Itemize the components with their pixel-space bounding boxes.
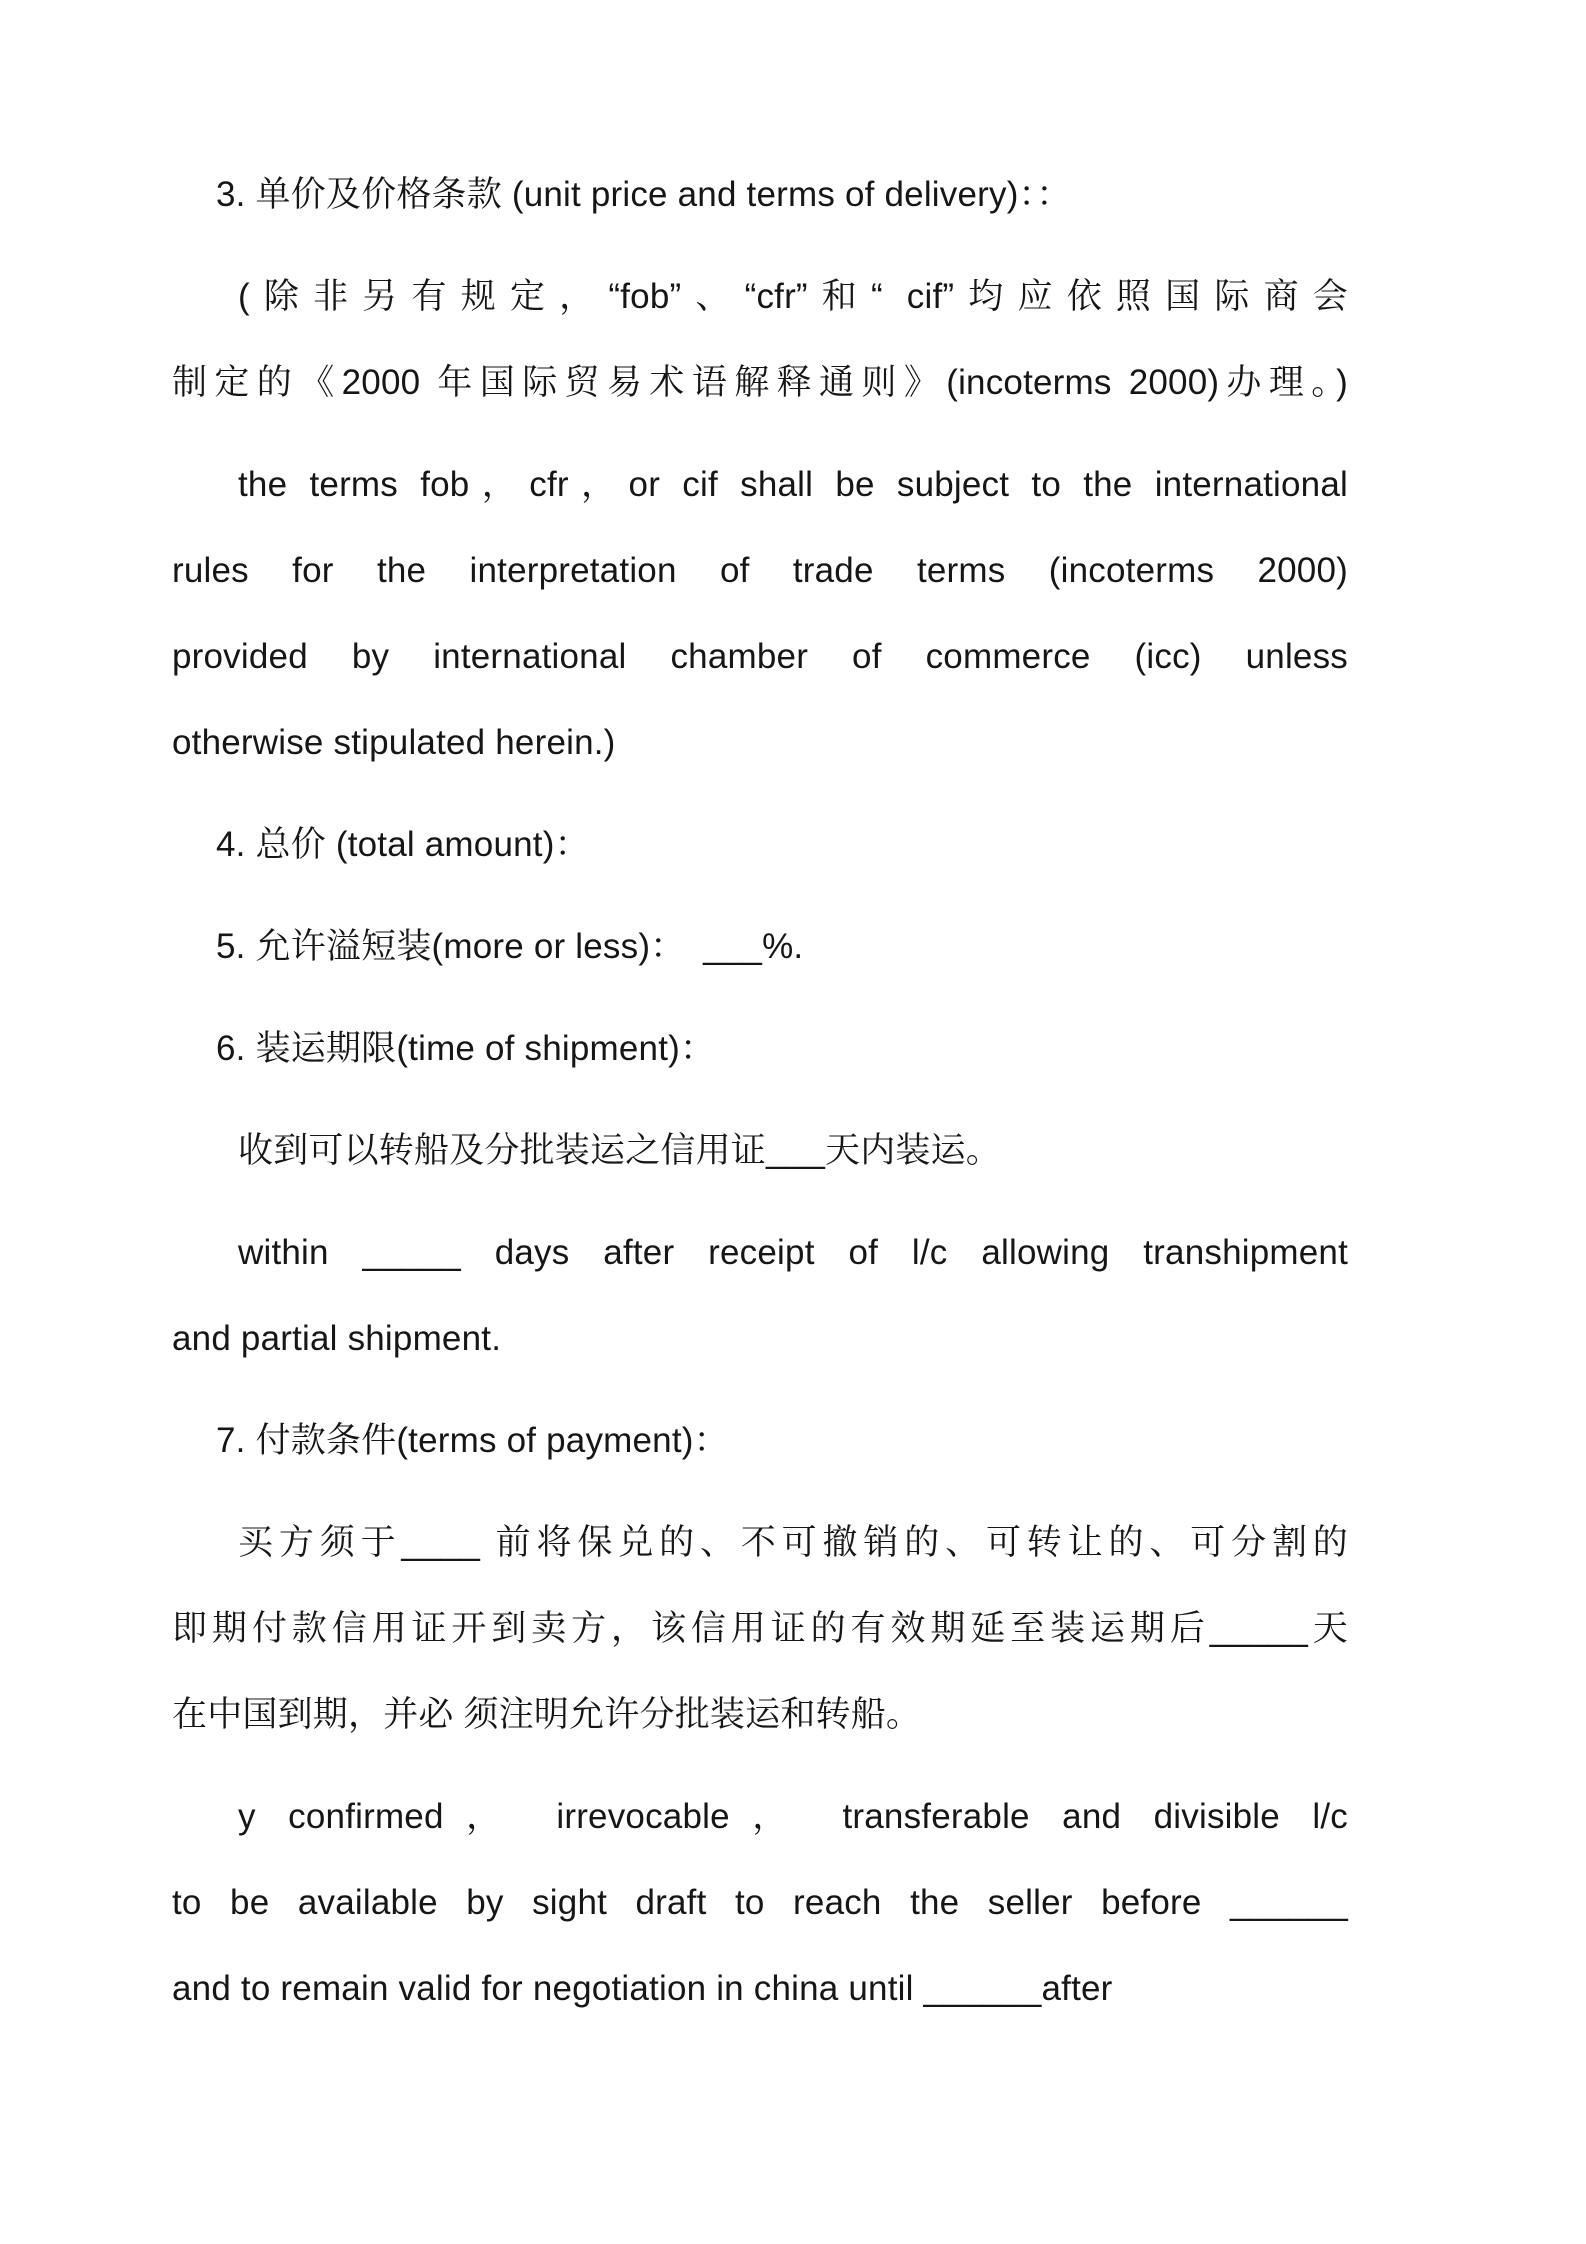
clause-7-text-cn-line-2: 即期付款信用证开到卖方，该信用证的有效期延至装运期后_____天 — [172, 1609, 1348, 1648]
clause-3-text-en-line-4: otherwise stipulated herein.) — [172, 723, 616, 762]
clause-6-text-en-line-2: and partial shipment. — [172, 1319, 502, 1358]
clause-7-text-cn-line-3: 在中国到期，并必 须注明允许分批装运和转船。 — [172, 1695, 922, 1734]
clause-3-text-en — [172, 442, 1348, 786]
clause-3-text-en-line-3: provided by international chamber of commerce (icc) unless — [172, 637, 1348, 676]
clause-3-heading-text: 3. 单价及价格条款 (unit price and terms of delivery)：： — [216, 175, 1072, 214]
clause-4-heading-text: 4. 总价 (total amount)： — [216, 825, 590, 864]
clause-7-text-en-line-1: y confirmed， irrevocable， transferable and divisible l/c — [238, 1797, 1348, 1836]
clause-7-text-cn-line-1: 买方须于____ 前将保兑的、不可撤销的、可转让的、可分割的 — [238, 1523, 1348, 1562]
clause-3-text-en-line-1: the terms fob，cfr，or cif shall be subject to the international — [238, 465, 1348, 504]
clause-7-text-cn — [172, 1500, 1348, 1758]
clause-4-heading — [172, 802, 1348, 888]
clause-3-text-en-line-2: rules for the interpretation of trade terms (incoterms 2000) — [172, 551, 1348, 590]
clause-5-heading-text: 5. 允许溢短装(more or less)： ___%. — [216, 927, 804, 966]
clause-7-text-en-line-3: and to remain valid for negotiation in china until ______after — [172, 1969, 1113, 2008]
clause-6-heading — [172, 1006, 1348, 1092]
clause-3-note-cn — [172, 254, 1348, 426]
clause-7-heading-text: 7. 付款条件(terms of payment)： — [216, 1421, 729, 1460]
clause-3-note-cn-line-2: 制定的《2000 年国际贸易术语解释通则》(incoterms 2000)办理。) — [172, 363, 1348, 402]
clause-7-text-en — [172, 1774, 1348, 2032]
clause-6-text-cn-line-1: 收到可以转船及分批装运之信用证___天内装运。 — [238, 1131, 1001, 1170]
clause-6-text-en-line-1: within _____ days after receipt of l/c allowing transhipment — [238, 1233, 1348, 1272]
clause-7-text-en-line-2: to be available by sight draft to reach the seller before ______ — [172, 1883, 1348, 1922]
clause-3-note-cn-line-1: (除非另有规定，“fob”、“cfr”和“ cif”均应依照国际商会 — [238, 277, 1348, 316]
clause-6-text-en — [172, 1210, 1348, 1382]
clause-5-heading — [172, 904, 1348, 990]
clause-6-text-cn — [172, 1108, 1348, 1194]
clause-6-heading-text: 6. 装运期限(time of shipment)： — [216, 1029, 716, 1068]
clause-3-heading — [172, 152, 1348, 238]
clause-7-heading — [172, 1398, 1348, 1484]
